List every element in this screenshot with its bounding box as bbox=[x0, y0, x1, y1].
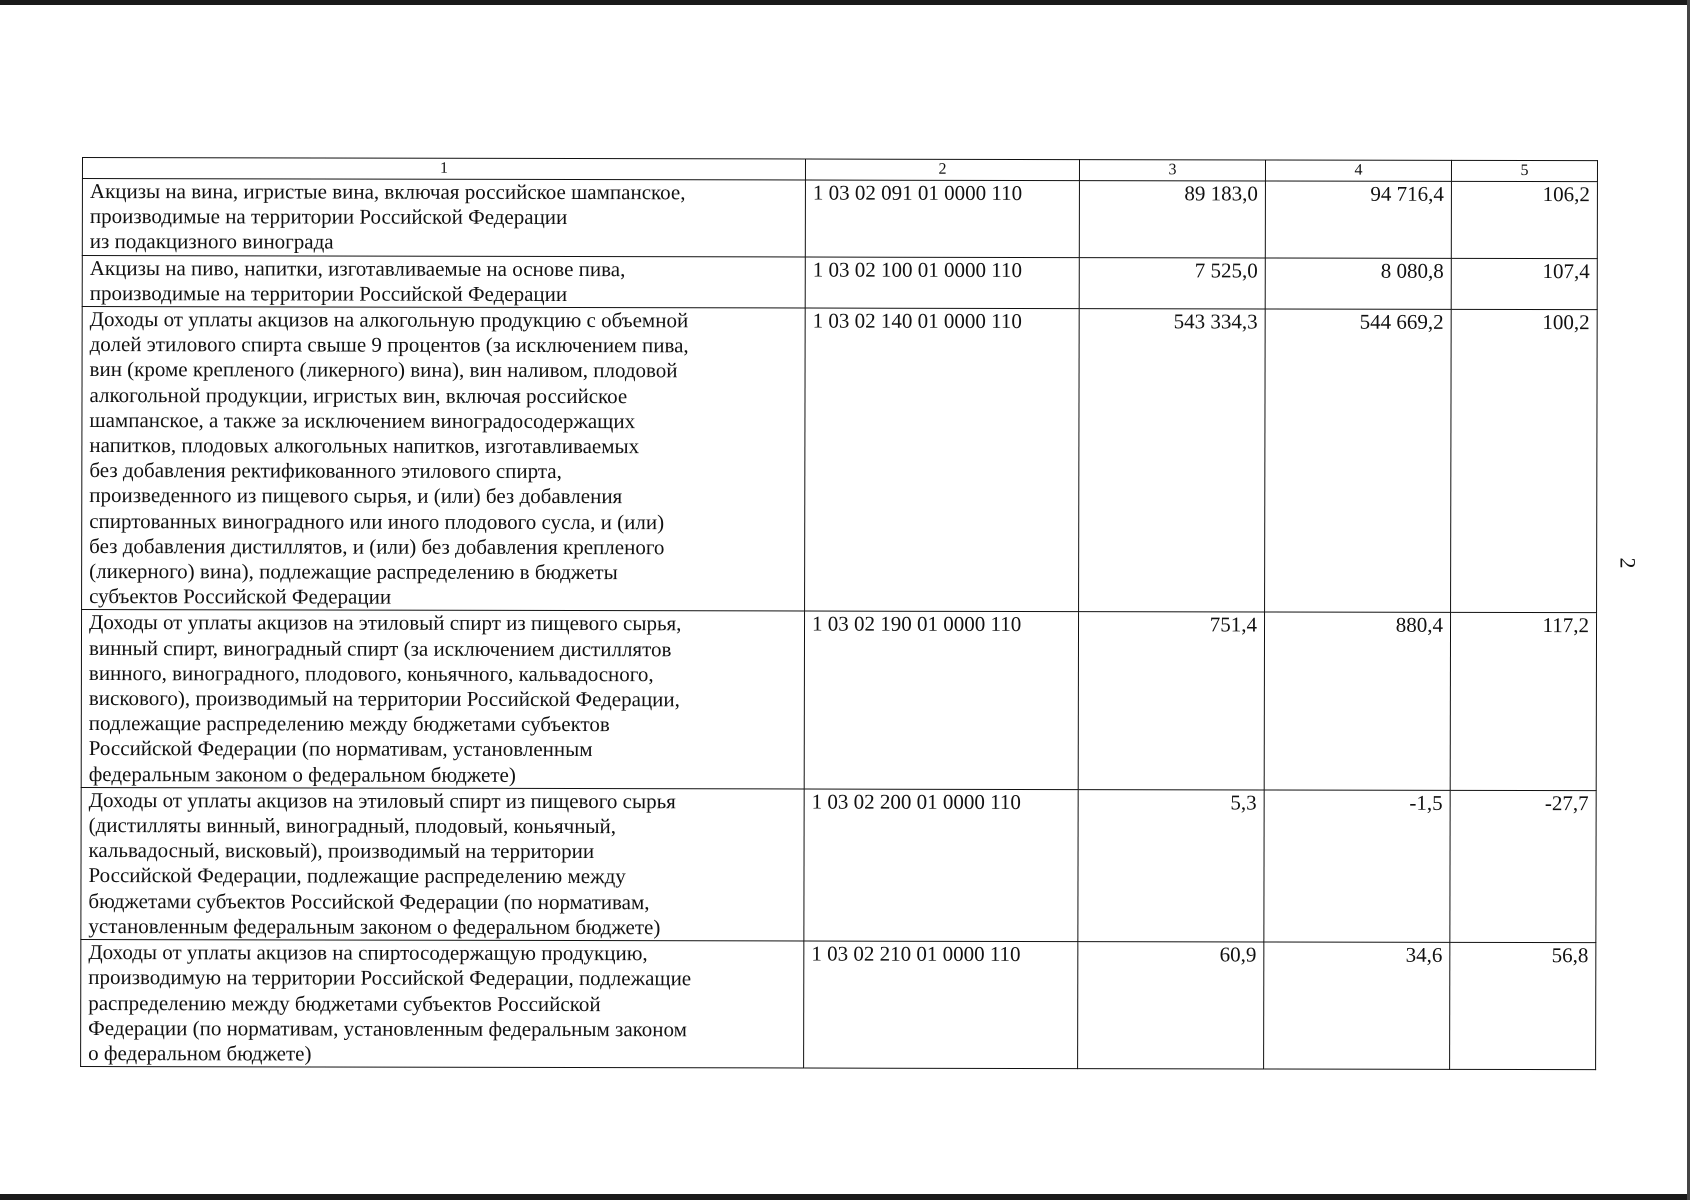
row-value-col5: 117,2 bbox=[1450, 613, 1596, 791]
row-description: Доходы от уплаты акцизов на этиловый спирт из пищевого сырья, винный спирт, виноградный спирт (за исключением дистиллятов винного, виноградного, плодового, коньячного, кальвадосного, вискового), производимый на территории Российской Федерации, подлежащие распределению между бюджетами субъектов Российской Федерации (по нормативам, установленным федеральным законом о федеральном бюджете) bbox=[81, 610, 804, 789]
row-value-col3: 751,4 bbox=[1078, 612, 1264, 790]
row-value-col5: 100,2 bbox=[1451, 309, 1598, 613]
row-budget-code: 1 03 02 100 01 0000 110 bbox=[805, 257, 1079, 309]
row-value-col3: 5,3 bbox=[1078, 789, 1264, 942]
column-header-1: 1 bbox=[82, 158, 805, 181]
row-value-col4: 34,6 bbox=[1264, 942, 1450, 1069]
table-row bbox=[81, 787, 1596, 942]
row-value-col3: 89 183,0 bbox=[1079, 181, 1265, 258]
row-value-col3: 60,9 bbox=[1078, 942, 1264, 1069]
row-value-col5: 106,2 bbox=[1451, 181, 1597, 258]
row-budget-code: 1 03 02 200 01 0000 110 bbox=[804, 789, 1078, 942]
row-value-col4: 544 669,2 bbox=[1265, 309, 1452, 613]
row-description: Доходы от уплаты акцизов на спиртосодержащую продукцию, производимую на территории Российской Федерации, подлежащие распределению между бюджетами субъектов Российской Федерации (по нормативам, установленным федеральным законом о федеральном бюджете) bbox=[81, 940, 804, 1069]
table-row bbox=[81, 940, 1596, 1070]
row-description: Акцизы на вина, игристые вина, включая российское шампанское, производимые на территории Российской Федерации из подакцизного винограда bbox=[82, 179, 805, 257]
row-value-col4: 880,4 bbox=[1264, 612, 1450, 790]
row-description: Акцизы на пиво, напитки, изготавливаемые на основе пива, производимые на территории Российской Федерации bbox=[82, 255, 805, 308]
table-row bbox=[81, 610, 1596, 791]
page-number: 2 bbox=[1615, 557, 1641, 569]
row-value-col5: 56,8 bbox=[1450, 942, 1596, 1069]
row-budget-code: 1 03 02 091 01 0000 110 bbox=[805, 180, 1079, 257]
column-header-2: 2 bbox=[805, 159, 1079, 181]
row-budget-code: 1 03 02 190 01 0000 110 bbox=[804, 611, 1078, 789]
scan-edge-bottom bbox=[0, 1194, 1690, 1200]
row-value-col5: 107,4 bbox=[1451, 258, 1597, 310]
column-header-3: 3 bbox=[1079, 160, 1265, 181]
row-budget-code: 1 03 02 210 01 0000 110 bbox=[804, 941, 1078, 1069]
row-value-col3: 543 334,3 bbox=[1079, 309, 1266, 613]
table-row bbox=[82, 307, 1598, 614]
row-value-col5: -27,7 bbox=[1450, 790, 1596, 943]
table-row bbox=[82, 179, 1597, 259]
row-value-col4: 94 716,4 bbox=[1265, 181, 1451, 258]
row-description: Доходы от уплаты акцизов на алкогольную продукцию с объемной долей этилового спирта свыше 9 процентов (за исключением пива, вин (кроме крепленого (ликерного) вина), вин наливом, плодовой алкогольной продукции, игристых вин, включая российское шампанское, а также за исключением виноградосодержащих напитков, плодовых алкогольных напитков, изготавливаемых без добавления ректификованного этилового спирта, произведенного из пищевого сырья, и (или) без добавления спиртованных виноградного или иного плодового сусла, и (или) без добавления дистиллятов, и (или) без добавления крепленого (ликерного) вина), подлежащие распределению в бюджеты субъектов Российской Федерации bbox=[82, 307, 806, 612]
column-header-4: 4 bbox=[1265, 160, 1451, 181]
row-value-col4: 8 080,8 bbox=[1265, 258, 1451, 310]
row-value-col4: -1,5 bbox=[1264, 790, 1450, 943]
row-value-col3: 7 525,0 bbox=[1079, 257, 1265, 309]
scan-edge-top bbox=[0, 0, 1690, 5]
table-row bbox=[82, 255, 1597, 310]
row-description: Доходы от уплаты акцизов на этиловый спирт из пищевого сырья (дистилляты винный, виноградный, плодовый, коньячный, кальвадосный, висковый), производимый на территории Российской Федерации, подлежащие распределению между бюджетами субъектов Российской Федерации (по нормативам, установленным федеральным законом о федеральном бюджете) bbox=[81, 787, 804, 941]
excise-revenue-table bbox=[80, 157, 1598, 1070]
column-header-5: 5 bbox=[1451, 160, 1597, 181]
row-budget-code: 1 03 02 140 01 0000 110 bbox=[805, 308, 1080, 612]
